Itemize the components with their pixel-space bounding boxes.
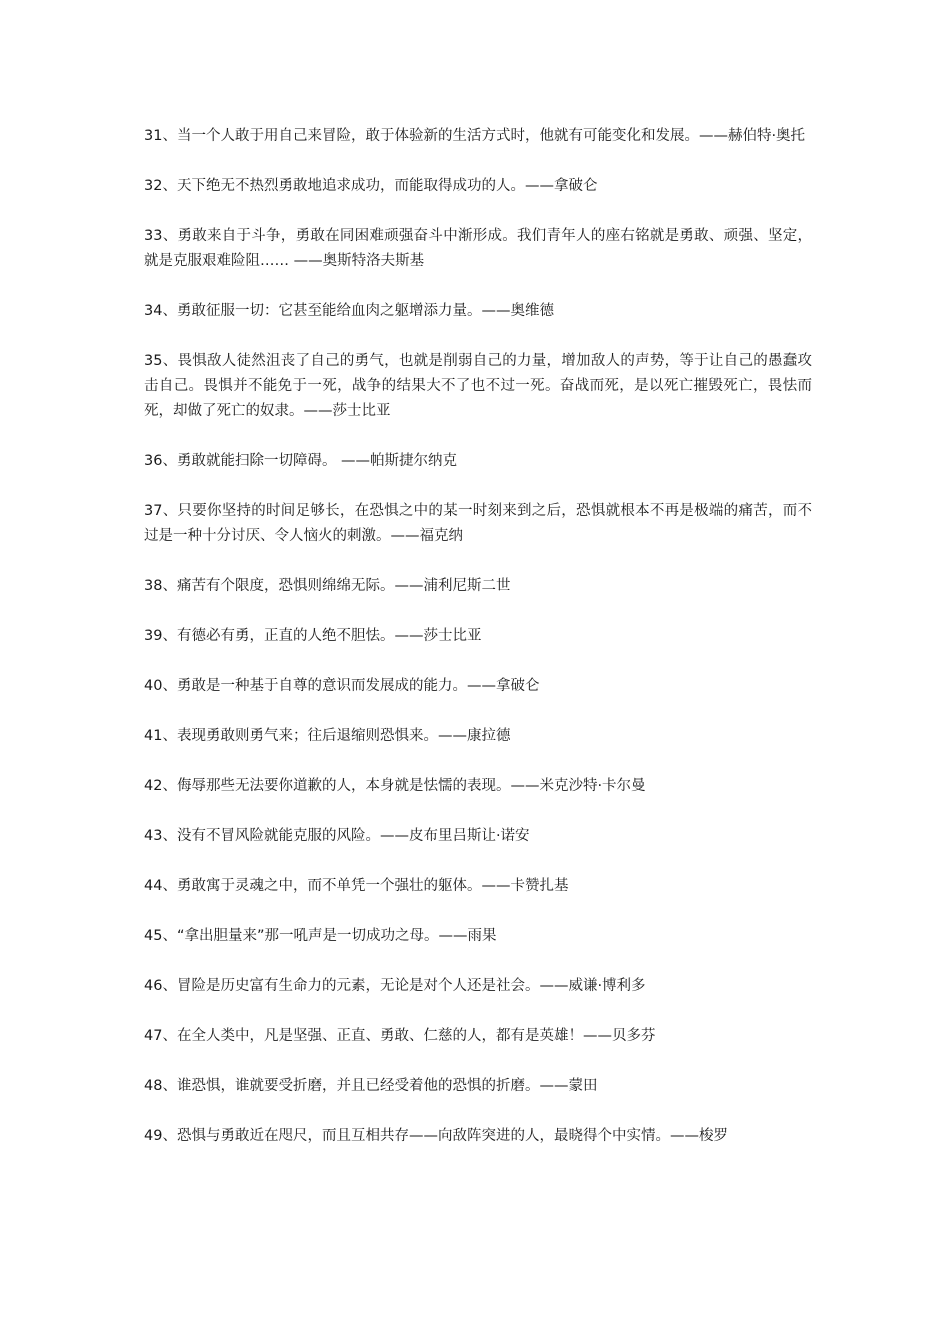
quote-48: 48、谁恐惧，谁就要受折磨，并且已经受着他的恐惧的折磨。——蒙田: [144, 1078, 598, 1094]
quote-33: 33、勇敢来自于斗争，勇敢在同困难顽强奋斗中渐形成。我们青年人的座右铭就是勇敢、顽强、坚定，就是克服艰难险阻…… ——奥斯特洛夫斯基: [144, 228, 812, 269]
quote-43: 43、没有不冒风险就能克服的风险。——皮布里吕斯让·诺安: [144, 828, 530, 844]
quote-36: 36、勇敢就能扫除一切障碍。 ——帕斯捷尔纳克: [144, 453, 458, 469]
quote-45: 45、“拿出胆量来”那一吼声是一切成功之母。——雨果: [144, 928, 497, 944]
quote-40: 40、勇敢是一种基于自尊的意识而发展成的能力。——拿破仑: [144, 678, 540, 694]
quote-31: 31、当一个人敢于用自己来冒险，敢于体验新的生活方式时，他就有可能变化和发展。——赫伯特·奥托: [144, 128, 806, 144]
quote-34: 34、勇敢征服一切：它甚至能给血肉之躯增添力量。——奥维德: [144, 303, 554, 319]
quote-42: 42、侮辱那些无法要你道歉的人，本身就是怯懦的表现。——米克沙特·卡尔曼: [144, 778, 646, 794]
quote-47: 47、在全人类中，凡是坚强、正直、勇敢、仁慈的人，都有是英雄！——贝多芬: [144, 1028, 656, 1044]
quote-32: 32、天下绝无不热烈勇敢地追求成功，而能取得成功的人。——拿破仑: [144, 178, 598, 194]
quote-39: 39、有德必有勇，正直的人绝不胆怯。——莎士比亚: [144, 628, 482, 644]
quote-37: 37、只要你坚持的时间足够长，在恐惧之中的某一时刻来到之后，恐惧就根本不再是极端的痛苦，而不过是一种十分讨厌、令人恼火的刺激。——福克纳: [144, 503, 812, 544]
quote-44: 44、勇敢寓于灵魂之中，而不单凭一个强壮的躯体。——卡赞扎基: [144, 878, 569, 894]
quote-41: 41、表现勇敢则勇气来；往后退缩则恐惧来。——康拉德: [144, 728, 511, 744]
quote-38: 38、痛苦有个限度，恐惧则绵绵无际。——浦利尼斯二世: [144, 578, 511, 594]
quote-35: 35、畏惧敌人徒然沮丧了自己的勇气，也就是削弱自己的力量，增加敌人的声势，等于让自己的愚蠢攻击自己。畏惧并不能免于一死，战争的结果大不了也不过一死。奋战而死，是以死亡摧毁死亡，畏怯而死，却做了死亡的奴隶。——莎士比亚: [144, 353, 812, 419]
quote-49: 49、恐惧与勇敢近在咫尺，而且互相共存——向敌阵突进的人，最晓得个中实情。——梭罗: [144, 1128, 728, 1144]
quote-list: [144, 124, 812, 1174]
quote-46: 46、冒险是历史富有生命力的元素，无论是对个人还是社会。——威谦·博利多: [144, 978, 646, 994]
